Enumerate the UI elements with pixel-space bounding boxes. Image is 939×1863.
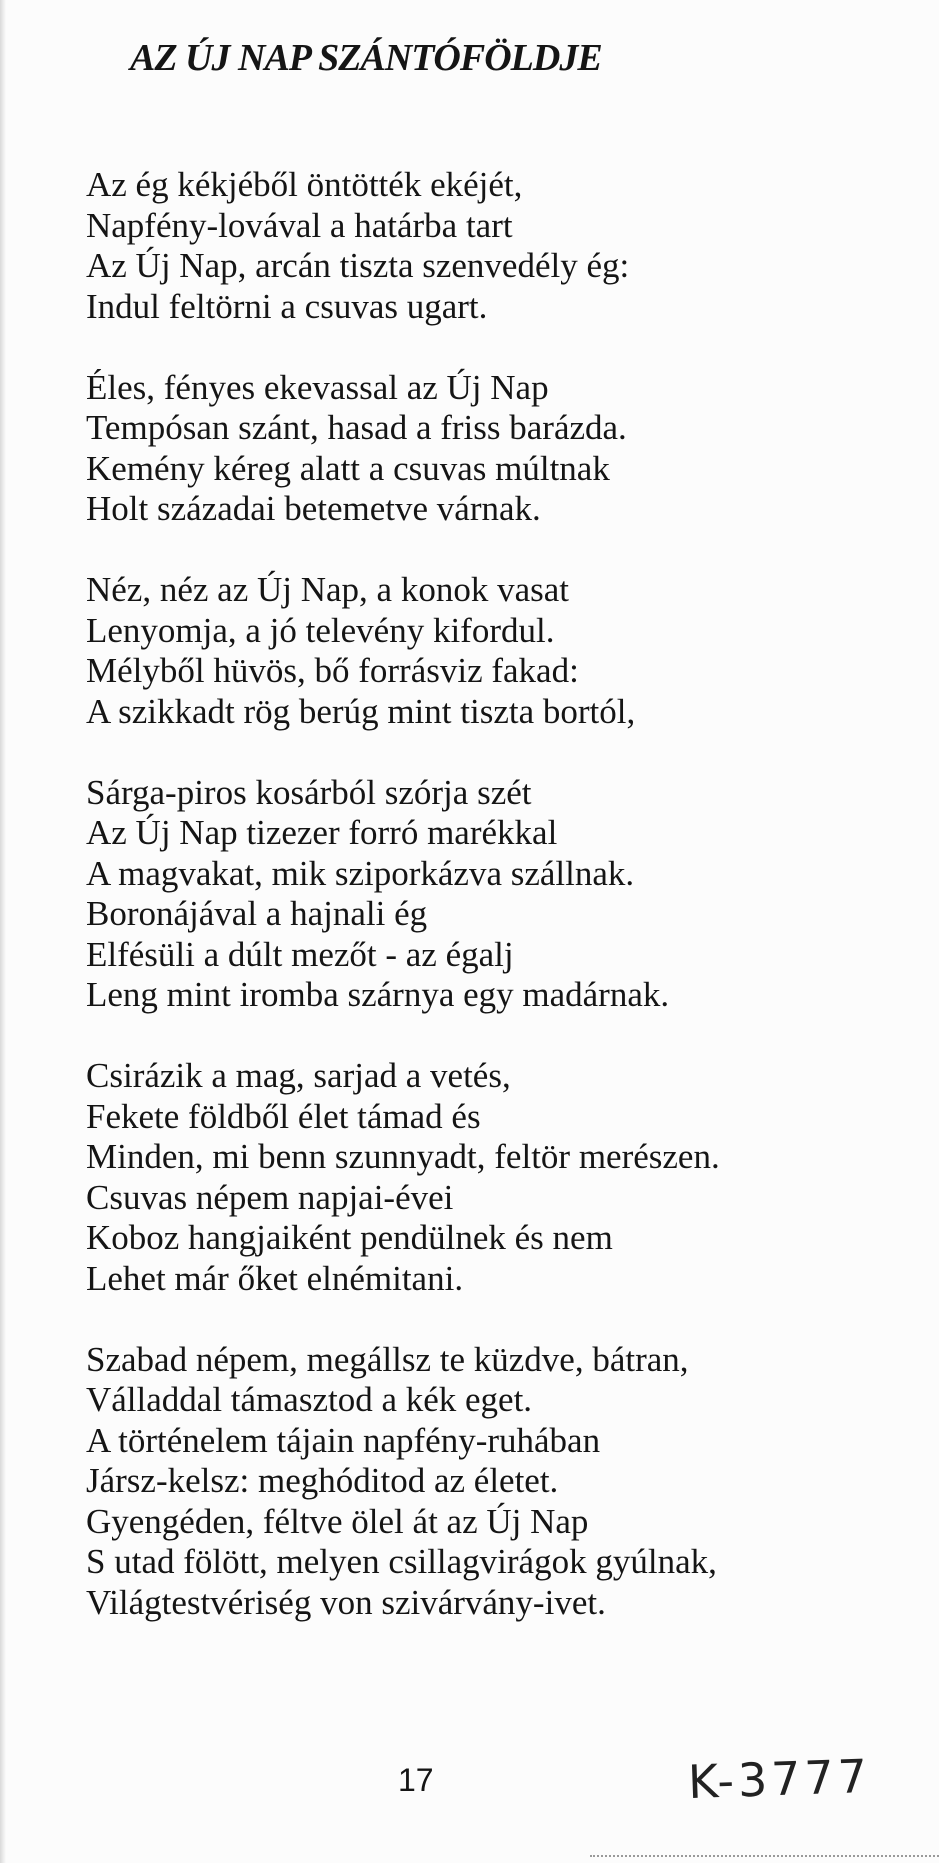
poem-line: Éles, fényes ekevassal az Új Nap bbox=[86, 367, 549, 407]
stanza-5 bbox=[86, 1056, 926, 1299]
poem-line: Az ég kékjéből öntötték ekéjét, bbox=[86, 165, 523, 204]
poem-line: Néz, néz az Új Nap, a konok vasat bbox=[86, 570, 569, 609]
handwritten-inventory-mark: K-3777 bbox=[687, 1748, 872, 1810]
page-edge-shadow bbox=[0, 0, 6, 1863]
poem-line: Világtestvériség von szivárvány-ivet. bbox=[86, 1582, 606, 1622]
poem-line: A történelem tájain napfény-ruhában bbox=[86, 1420, 601, 1460]
poem-line: Mélyből hüvös, bő forrásviz fakad: bbox=[86, 651, 579, 690]
poem-line: Leng mint iromba szárnya egy madárnak. bbox=[86, 975, 670, 1014]
poem-line: Gyengéden, féltve ölel át az Új Nap bbox=[86, 1501, 589, 1541]
poem-line: Fekete földből élet támad és bbox=[86, 1096, 481, 1136]
poem-line: Koboz hangjaiként pendülnek és nem bbox=[86, 1218, 613, 1257]
poem-line: Boronájával a hajnali ég bbox=[86, 894, 428, 933]
poem-line: Minden, mi benn szunnyadt, feltör merészen. bbox=[86, 1137, 720, 1176]
poem-line: Válladdal támasztod a kék eget. bbox=[86, 1380, 533, 1419]
stanza-6 bbox=[86, 1340, 926, 1624]
scan-edge-line bbox=[590, 1855, 939, 1857]
poem-line: Holt századai betemetve várnak. bbox=[86, 489, 541, 528]
poem-line: Tempósan szánt, hasad a friss barázda. bbox=[86, 408, 627, 447]
poem-line: A magvakat, mik sziporkázva szállnak. bbox=[86, 853, 635, 893]
poem-line: A szikkadt rög berúg mint tiszta bortól, bbox=[86, 691, 636, 731]
poem-line: Szabad népem, megállsz te küzdve, bátran, bbox=[86, 1339, 689, 1379]
poem-line: Az Új Nap, arcán tiszta szenvedély ég: bbox=[86, 246, 630, 285]
poem-line: Sárga-piros kosárból szórja szét bbox=[86, 772, 532, 812]
poem-line: Kemény kéreg alatt a csuvas múltnak bbox=[86, 448, 610, 488]
poem-line: Jársz-kelsz: meghóditod az életet. bbox=[86, 1461, 559, 1500]
poem-line: Az Új Nap tizezer forró marékkal bbox=[86, 813, 558, 852]
poem-line: Lenyomja, a jó televény kifordul. bbox=[86, 610, 555, 650]
poem-line: Indul feltörni a csuvas ugart. bbox=[86, 286, 488, 326]
stanza-3 bbox=[86, 570, 926, 732]
poem-line: Csuvas népem napjai-évei bbox=[86, 1177, 454, 1217]
poem-body bbox=[86, 165, 926, 1664]
page-number: 17 bbox=[398, 1762, 434, 1798]
stanza-1 bbox=[86, 165, 926, 327]
poem-line: Napfény-lovával a határba tart bbox=[86, 205, 513, 245]
poem-line: Elfésüli a dúlt mezőt - az égalj bbox=[86, 934, 514, 974]
poem-line: S utad fölött, melyen csillagvirágok gyúlnak, bbox=[86, 1542, 717, 1581]
poem-line: Lehet már őket elnémitani. bbox=[86, 1258, 464, 1298]
stanza-2 bbox=[86, 368, 926, 530]
stanza-4 bbox=[86, 773, 926, 1016]
poem-title: AZ ÚJ NAP SZÁNTÓFÖLDJE bbox=[130, 37, 602, 79]
poem-line: Csirázik a mag, sarjad a vetés, bbox=[86, 1056, 511, 1095]
